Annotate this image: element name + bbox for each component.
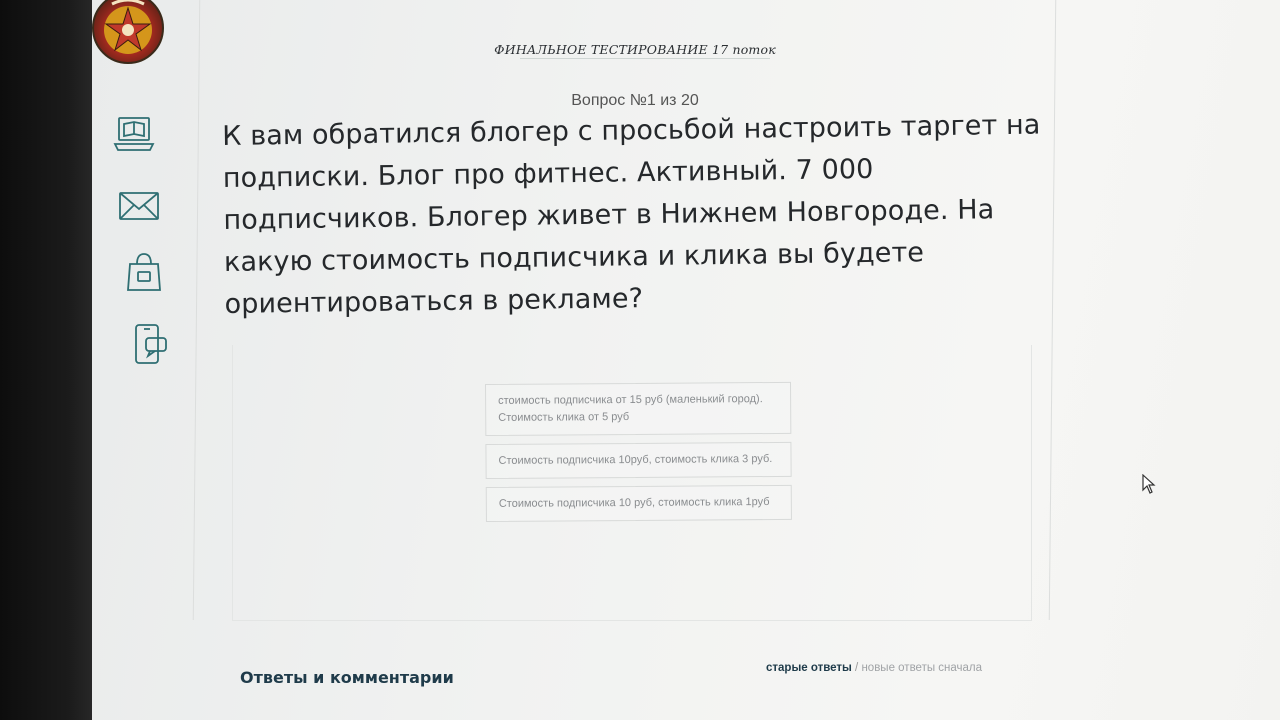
mouse-pointer-icon	[1142, 474, 1156, 498]
question-counter: Вопрос №1 из 20	[571, 92, 699, 109]
comments-heading: Ответы и комментарии	[240, 668, 454, 687]
title-underline	[520, 58, 770, 59]
sort-new-link[interactable]: новые ответы сначала	[861, 662, 983, 674]
answer-option-2[interactable]: Стоимость подписчика 10руб, стоимость клика 3 руб.	[485, 442, 791, 479]
answer-option-3[interactable]: Стоимость подписчика 10 руб, стоимость клика 1руб	[486, 485, 792, 522]
book-laptop-icon[interactable]	[112, 112, 156, 156]
envelope-icon[interactable]	[117, 184, 161, 228]
answer-list	[485, 382, 796, 530]
test-title: ФИНАЛЬНОЕ ТЕСТИРОВАНИЕ 17 поток	[494, 42, 776, 57]
answer-option-1[interactable]: стоимость подписчика от 15 руб (маленький город). Стоимость клика от 5 руб	[485, 382, 791, 436]
monitor-bezel	[0, 0, 98, 720]
sort-old-link[interactable]: старые ответы	[766, 662, 852, 674]
site-logo[interactable]	[92, 0, 164, 64]
phone-chat-icon[interactable]	[128, 322, 172, 366]
sort-separator: /	[851, 662, 862, 674]
question-text: К вам обратился блогер с просьбой настроить таргет на подписки. Блог про фитнес. Активный. 7 000 подписчиков. Блогер живет в Нижнем Новгороде. На какую стоимость подписчика и клика вы будете ориентироваться в рекламе?	[222, 109, 1041, 320]
comments-sort	[766, 662, 982, 674]
shopping-bag-icon[interactable]	[122, 250, 166, 294]
